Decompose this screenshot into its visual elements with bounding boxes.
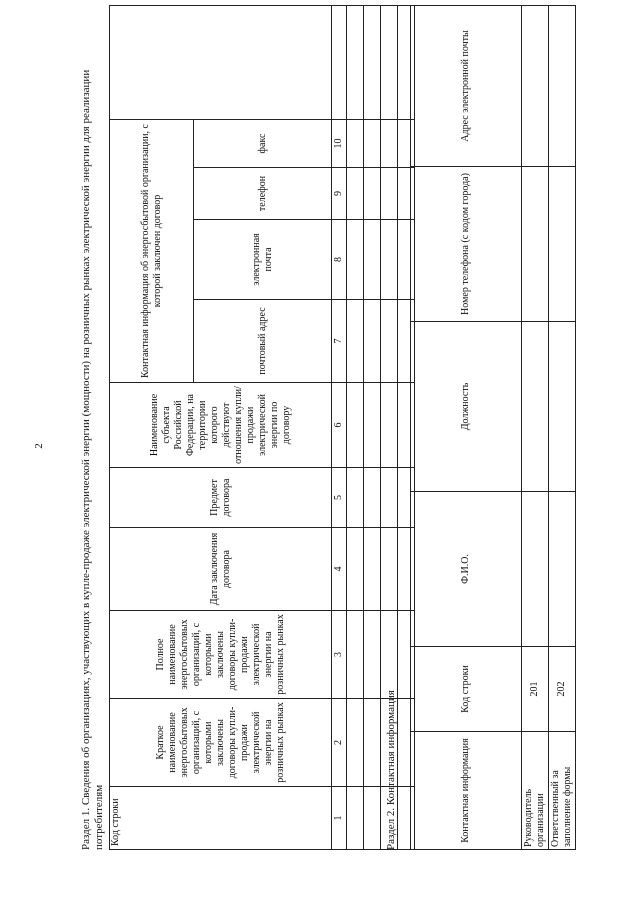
header-short-name: Краткое наименование энергосбытовых организаций, с которыми заключены договоры купли-продажи электрической энергии на розничных рынках bbox=[110, 699, 332, 787]
table-cell[interactable] bbox=[347, 468, 364, 528]
organizations-table bbox=[109, 5, 415, 850]
table-cell[interactable] bbox=[364, 383, 381, 468]
table-cell[interactable] bbox=[347, 383, 364, 468]
table-cell[interactable] bbox=[381, 468, 398, 528]
page-number: 2 bbox=[33, 443, 45, 449]
header-contract-subject: Предмет договора bbox=[110, 468, 332, 528]
col-number: 1 bbox=[332, 787, 347, 850]
row-code: 201 bbox=[522, 647, 549, 732]
header-row-code: Код строки bbox=[110, 787, 332, 850]
table-cell[interactable] bbox=[364, 611, 381, 699]
col-number: 8 bbox=[332, 220, 347, 300]
table-row bbox=[522, 6, 549, 850]
table-cell[interactable] bbox=[381, 383, 398, 468]
header-full-name: Ф.И.О. bbox=[411, 492, 522, 647]
table-cell[interactable] bbox=[347, 699, 364, 787]
table-cell[interactable] bbox=[381, 611, 398, 699]
table-cell[interactable] bbox=[381, 528, 398, 611]
row-label: Руководитель организации bbox=[522, 732, 549, 850]
header-line-code: Код строки bbox=[411, 647, 522, 732]
rotated-form-sheet bbox=[80, 5, 620, 850]
col-number-empty bbox=[332, 6, 347, 120]
col-number: 5 bbox=[332, 468, 347, 528]
table-cell[interactable] bbox=[347, 611, 364, 699]
header-phone: телефон bbox=[194, 168, 332, 220]
table-cell[interactable] bbox=[381, 168, 398, 220]
row-code: 202 bbox=[549, 647, 576, 732]
col-number: 7 bbox=[332, 300, 347, 383]
header-phone-number: Номер телефона (с кодом города) bbox=[411, 167, 522, 322]
table-cell[interactable] bbox=[364, 300, 381, 383]
table-cell[interactable] bbox=[549, 492, 576, 647]
header-empty bbox=[110, 6, 332, 120]
table-cell[interactable] bbox=[364, 168, 381, 220]
table-cell[interactable] bbox=[522, 322, 549, 492]
table-cell[interactable] bbox=[347, 300, 364, 383]
table-cell[interactable] bbox=[364, 119, 381, 167]
table-row bbox=[549, 6, 576, 850]
table-cell[interactable] bbox=[381, 119, 398, 167]
table-cell[interactable] bbox=[347, 119, 364, 167]
table-cell[interactable] bbox=[364, 6, 381, 120]
table-cell[interactable] bbox=[364, 528, 381, 611]
table-cell[interactable] bbox=[364, 468, 381, 528]
table-cell[interactable] bbox=[364, 699, 381, 787]
table-cell[interactable] bbox=[347, 528, 364, 611]
table-cell[interactable] bbox=[549, 322, 576, 492]
contact-header-row bbox=[411, 6, 522, 850]
header-email: электронная почта bbox=[194, 220, 332, 300]
column-number-row bbox=[332, 6, 347, 850]
header-contact-info: Контактная информация bbox=[411, 732, 522, 850]
header-position: Должность bbox=[411, 322, 522, 492]
row-label: Ответственный за заполнение формы bbox=[549, 732, 576, 850]
header-postal-address: почтовый адрес bbox=[194, 300, 332, 383]
section2-title: Раздел 2. Контактная информация bbox=[385, 690, 397, 850]
table-cell[interactable] bbox=[381, 300, 398, 383]
table-cell[interactable] bbox=[522, 167, 549, 322]
table-cell[interactable] bbox=[522, 492, 549, 647]
table-cell[interactable] bbox=[381, 220, 398, 300]
header-contract-date: Дата заключения договора bbox=[110, 528, 332, 611]
table-cell[interactable] bbox=[347, 168, 364, 220]
header-fax: факс bbox=[194, 119, 332, 167]
col-number: 4 bbox=[332, 528, 347, 611]
col-number: 2 bbox=[332, 699, 347, 787]
table-cell[interactable] bbox=[347, 787, 364, 850]
col-number: 6 bbox=[332, 383, 347, 468]
table-cell[interactable] bbox=[522, 6, 549, 167]
table-row bbox=[364, 6, 381, 850]
header-region: Наименование субъекта Российской Федерации, на территории которого действуют отношения купли/продажи электрической энергии по договору bbox=[110, 383, 332, 468]
contact-info-table bbox=[410, 5, 576, 850]
col-number: 3 bbox=[332, 611, 347, 699]
header-contact-group: Контактная информация об энергосбытовой организации, с которой заключен договор bbox=[110, 119, 194, 382]
header-email-address: Адрес электронной почты bbox=[411, 6, 522, 167]
table-cell[interactable] bbox=[381, 6, 398, 120]
table-cell[interactable] bbox=[347, 220, 364, 300]
header-full-name: Полное наименование энергосбытовых организаций, с которыми заключены договоры купли-продажи электрической энергии на розничных рынках bbox=[110, 611, 332, 699]
col-number: 9 bbox=[332, 168, 347, 220]
table-row bbox=[347, 6, 364, 850]
table-cell[interactable] bbox=[364, 220, 381, 300]
table-cell[interactable] bbox=[549, 6, 576, 167]
table-cell[interactable] bbox=[347, 6, 364, 120]
col-number: 10 bbox=[332, 119, 347, 167]
table-cell[interactable] bbox=[364, 787, 381, 850]
section1-title: Раздел 1. Сведения об организациях, участвующих в купле-продаже электрической энергии (мощности) на розничных рынках электрической энергии для реализации потребителям bbox=[80, 69, 105, 850]
table-cell[interactable] bbox=[549, 167, 576, 322]
